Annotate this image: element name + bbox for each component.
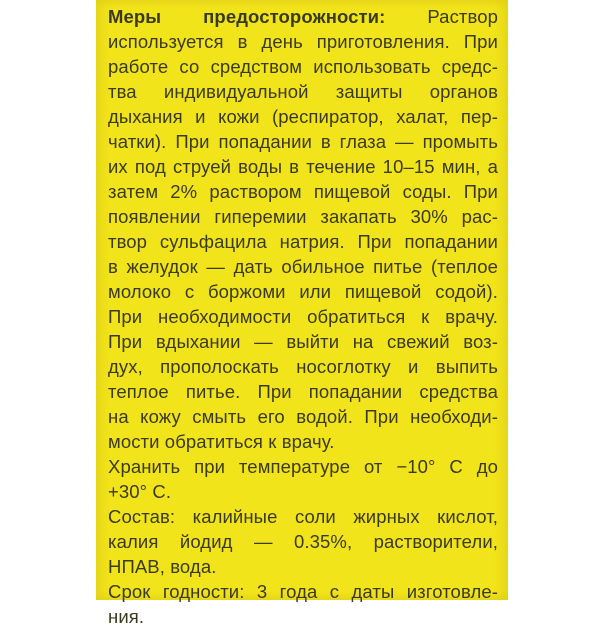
label-line-text: Раствор bbox=[385, 6, 498, 27]
precautions-heading: Меры предосторожности: bbox=[108, 6, 386, 27]
label-line: в желудок — дать обильное питье (теплое bbox=[108, 256, 498, 277]
label-line: затем 2% раствором пищевой соды. При bbox=[108, 181, 498, 202]
label-text bbox=[108, 4, 498, 629]
label-line: При вдыхании — выйти на свежий воз- bbox=[108, 331, 498, 352]
label-line: мости обратиться к врачу. bbox=[108, 431, 335, 452]
storage-line: Хранить при температуре от −10° С до bbox=[108, 456, 498, 477]
label-line: дыхания и кожи (респиратор, халат, пер- bbox=[108, 106, 498, 127]
label-line bbox=[108, 4, 498, 29]
label-line: теплое питье. При попадании средства bbox=[108, 381, 498, 402]
label-line: чатки). При попадании в глаза — промыть bbox=[108, 131, 498, 152]
label-line: тва индивидуальной защиты органов bbox=[108, 81, 498, 102]
label-line: молоко с боржоми или пищевой содой). bbox=[108, 281, 498, 302]
label-line: на кожу смыть его водой. При необходи- bbox=[108, 406, 498, 427]
label-line: работе со средством использовать средс- bbox=[108, 56, 498, 77]
label-line: При необходимости обратиться к врачу. bbox=[108, 306, 498, 327]
storage-line: +30° С. bbox=[108, 481, 172, 502]
label-line: твор сульфацила натрия. При попадании bbox=[108, 231, 498, 252]
label-line: их под струей воды в течение 10–15 мин, а bbox=[108, 156, 498, 177]
label-line: используется в день приготовления. При bbox=[108, 31, 498, 52]
label-line: появлении гиперемии закапать 30% рас- bbox=[108, 206, 498, 227]
shelf-life-line: Срок годности: 3 года с даты изготовле- bbox=[108, 581, 498, 602]
composition-line: Состав: калийные соли жирных кислот, bbox=[108, 506, 498, 527]
shelf-life-line: ния. bbox=[108, 606, 145, 627]
composition-line: НПАВ, вода. bbox=[108, 556, 217, 577]
label-line: дух, прополоскать носоглотку и выпить bbox=[108, 356, 498, 377]
composition-line: калия йодид — 0.35%, растворители, bbox=[108, 531, 498, 552]
